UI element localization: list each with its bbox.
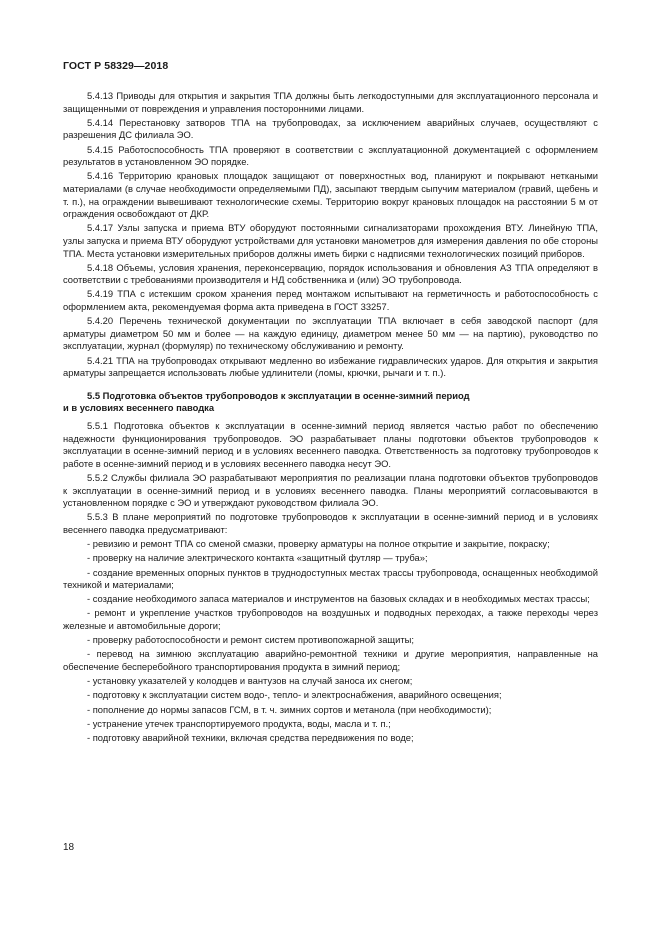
list-item: - ремонт и укрепление участков трубопроводов на воздушных и подводных переходах, а также переходы через железные и автомобильные дороги; (63, 607, 598, 632)
list-item: - установку указателей у колодцев и вантузов на случай заноса их снегом; (87, 675, 413, 687)
section-heading-5-5 (63, 390, 598, 415)
list-item: - пополнение до нормы запасов ГСМ, в т. ч. зимних сортов и метанола (при необходимости); (87, 703, 492, 715)
paragraph-5-4-13: 5.4.13 Приводы для открытия и закрытия ТПА должны быть легкодоступными для эксплуатационного персонала и защищенными от повреждения и управления посторонними лицами. (63, 90, 598, 114)
paragraph-5-4-20: 5.4.20 Перечень технической документации по эксплуатации ТПА включает в себя заводской паспорт (для арматуры диаметром 50 мм и более — на каждую единицу, диаметром менее 50 мм — на партию), руководство по эксплуатации, журнал (формуляр) по техническому обслуживанию и ремонту. (63, 315, 598, 352)
list-item: - подготовку аварийной техники, включая средства передвижения по воде; (87, 731, 414, 743)
paragraph-5-4-16: 5.4.16 Территорию крановых площадок защищают от поверхностных вод, планируют и покрывают неткаными материалами (в случае необходимости определяемыми ПД), засыпают твердым сыпучим материалом (гравий, щебень и т. п.), на ограждении вывешивают технологические схемы. Территорию вокруг крановых площадок на расстоянии 5 м от ограждения освобождают от ДКР. (63, 170, 598, 220)
list-item: - подготовку к эксплуатации систем водо-, тепло- и электроснабжения, аварийного освещения; (87, 689, 502, 701)
document-header: ГОСТ Р 58329—2018 (63, 60, 169, 72)
list-item: - проверку на наличие электрического контакта «защитный футляр — труба»; (87, 552, 428, 564)
paragraph-5-4-19: 5.4.19 ТПА с истекшим сроком хранения перед монтажом испытывают на герметичность и работоспособность с оформлением акта, рекомендуемая форма акта приведена в ГОСТ 33257. (63, 288, 598, 313)
list-item: - перевод на зимнюю эксплуатацию аварийно-ремонтной техники и другие мероприятия, направленные на обеспечение бесперебойного транспортирования продукта в зимний период; (63, 648, 598, 673)
list-item: - проверку работоспособности и ремонт систем противопожарной защиты; (87, 634, 415, 646)
list-item: - устранение утечек транспортируемого продукта, воды, масла и т. п.; (87, 717, 391, 729)
list-item: - создание необходимого запаса материалов и инструментов на базовых складах и в необходимых местах трассы; (87, 593, 590, 605)
section-heading-line-2: и в условиях весеннего паводка (63, 402, 215, 414)
document-body (63, 90, 598, 745)
list-item: - ревизию и ремонт ТПА со сменой смазки, проверку арматуры на полное открытие и закрытие, покраску; (87, 538, 550, 550)
paragraph-5-4-17: 5.4.17 Узлы запуска и приема ВТУ оборудуют постоянными сигнализаторами прохождения ВТУ. Линейную ТПА, узлы запуска и приема ВТУ оборудуют устройствами для установки манометров для измерения давления по обе стороны ТПА. Места установки измерительных приборов должны иметь бирки с надписями технологических позиций приборов. (63, 222, 598, 259)
page-number: 18 (63, 842, 75, 853)
paragraph-5-4-15: 5.4.15 Работоспособность ТПА проверяют в соответствии с эксплуатационной документацией с оформлением результатов в установленном ЭО порядке. (63, 143, 598, 168)
section-heading-line-1: 5.5 Подготовка объектов трубопроводов к эксплуатации в осенне-зимний период (87, 389, 470, 401)
list-item: - создание временных опорных пунктов в труднодоступных местах трассы трубопровода, оснащенных необходимой техникой и материалами; (63, 566, 598, 591)
paragraph-5-4-18: 5.4.18 Объемы, условия хранения, переконсервацию, порядок использования и обновления АЗ ТПА определяют в соответствии с требованиями производителя и НД собственника и (или) ЭО трубопровода. (63, 261, 598, 286)
paragraph-5-4-21: 5.4.21 ТПА на трубопроводах открывают медленно во избежание гидравлических ударов. Для открытия и закрытия арматуры запрещается использовать любые удлинители (ломы, крючки, рычаги и т. п.). (63, 354, 598, 379)
paragraph-5-5-3: 5.5.3 В плане мероприятий по подготовке трубопроводов к эксплуатации в осенне-зимний период и в условиях весеннего паводка предусматривают: (63, 511, 598, 535)
paragraph-5-4-14: 5.4.14 Перестановку затворов ТПА на трубопроводах, за исключением аварийных случаев, осуществляют с разрешения ДС филиала ЭО. (63, 116, 598, 141)
paragraph-5-5-1: 5.5.1 Подготовка объектов к эксплуатации в осенне-зимний период является частью работ по обеспечению надежности функционирования трубопроводов. ЭО разрабатывает планы подготовки объектов трубопроводов к эксплуатации в осенне-зимний период и в условиях весеннего паводка. Ответственность за подготовку трубопроводов к работе в осенне-зимний период и в условиях весеннего паводка несут ЭО. (63, 420, 598, 469)
paragraph-5-5-2: 5.5.2 Службы филиала ЭО разрабатывают мероприятия по реализации плана подготовки объектов трубопроводов к эксплуатации в осенне-зимний период и в условиях весеннего паводка. Планы мероприятий согласовываются в установленном порядке с ЭО и утверждают руководством филиала ЭО. (63, 471, 598, 509)
